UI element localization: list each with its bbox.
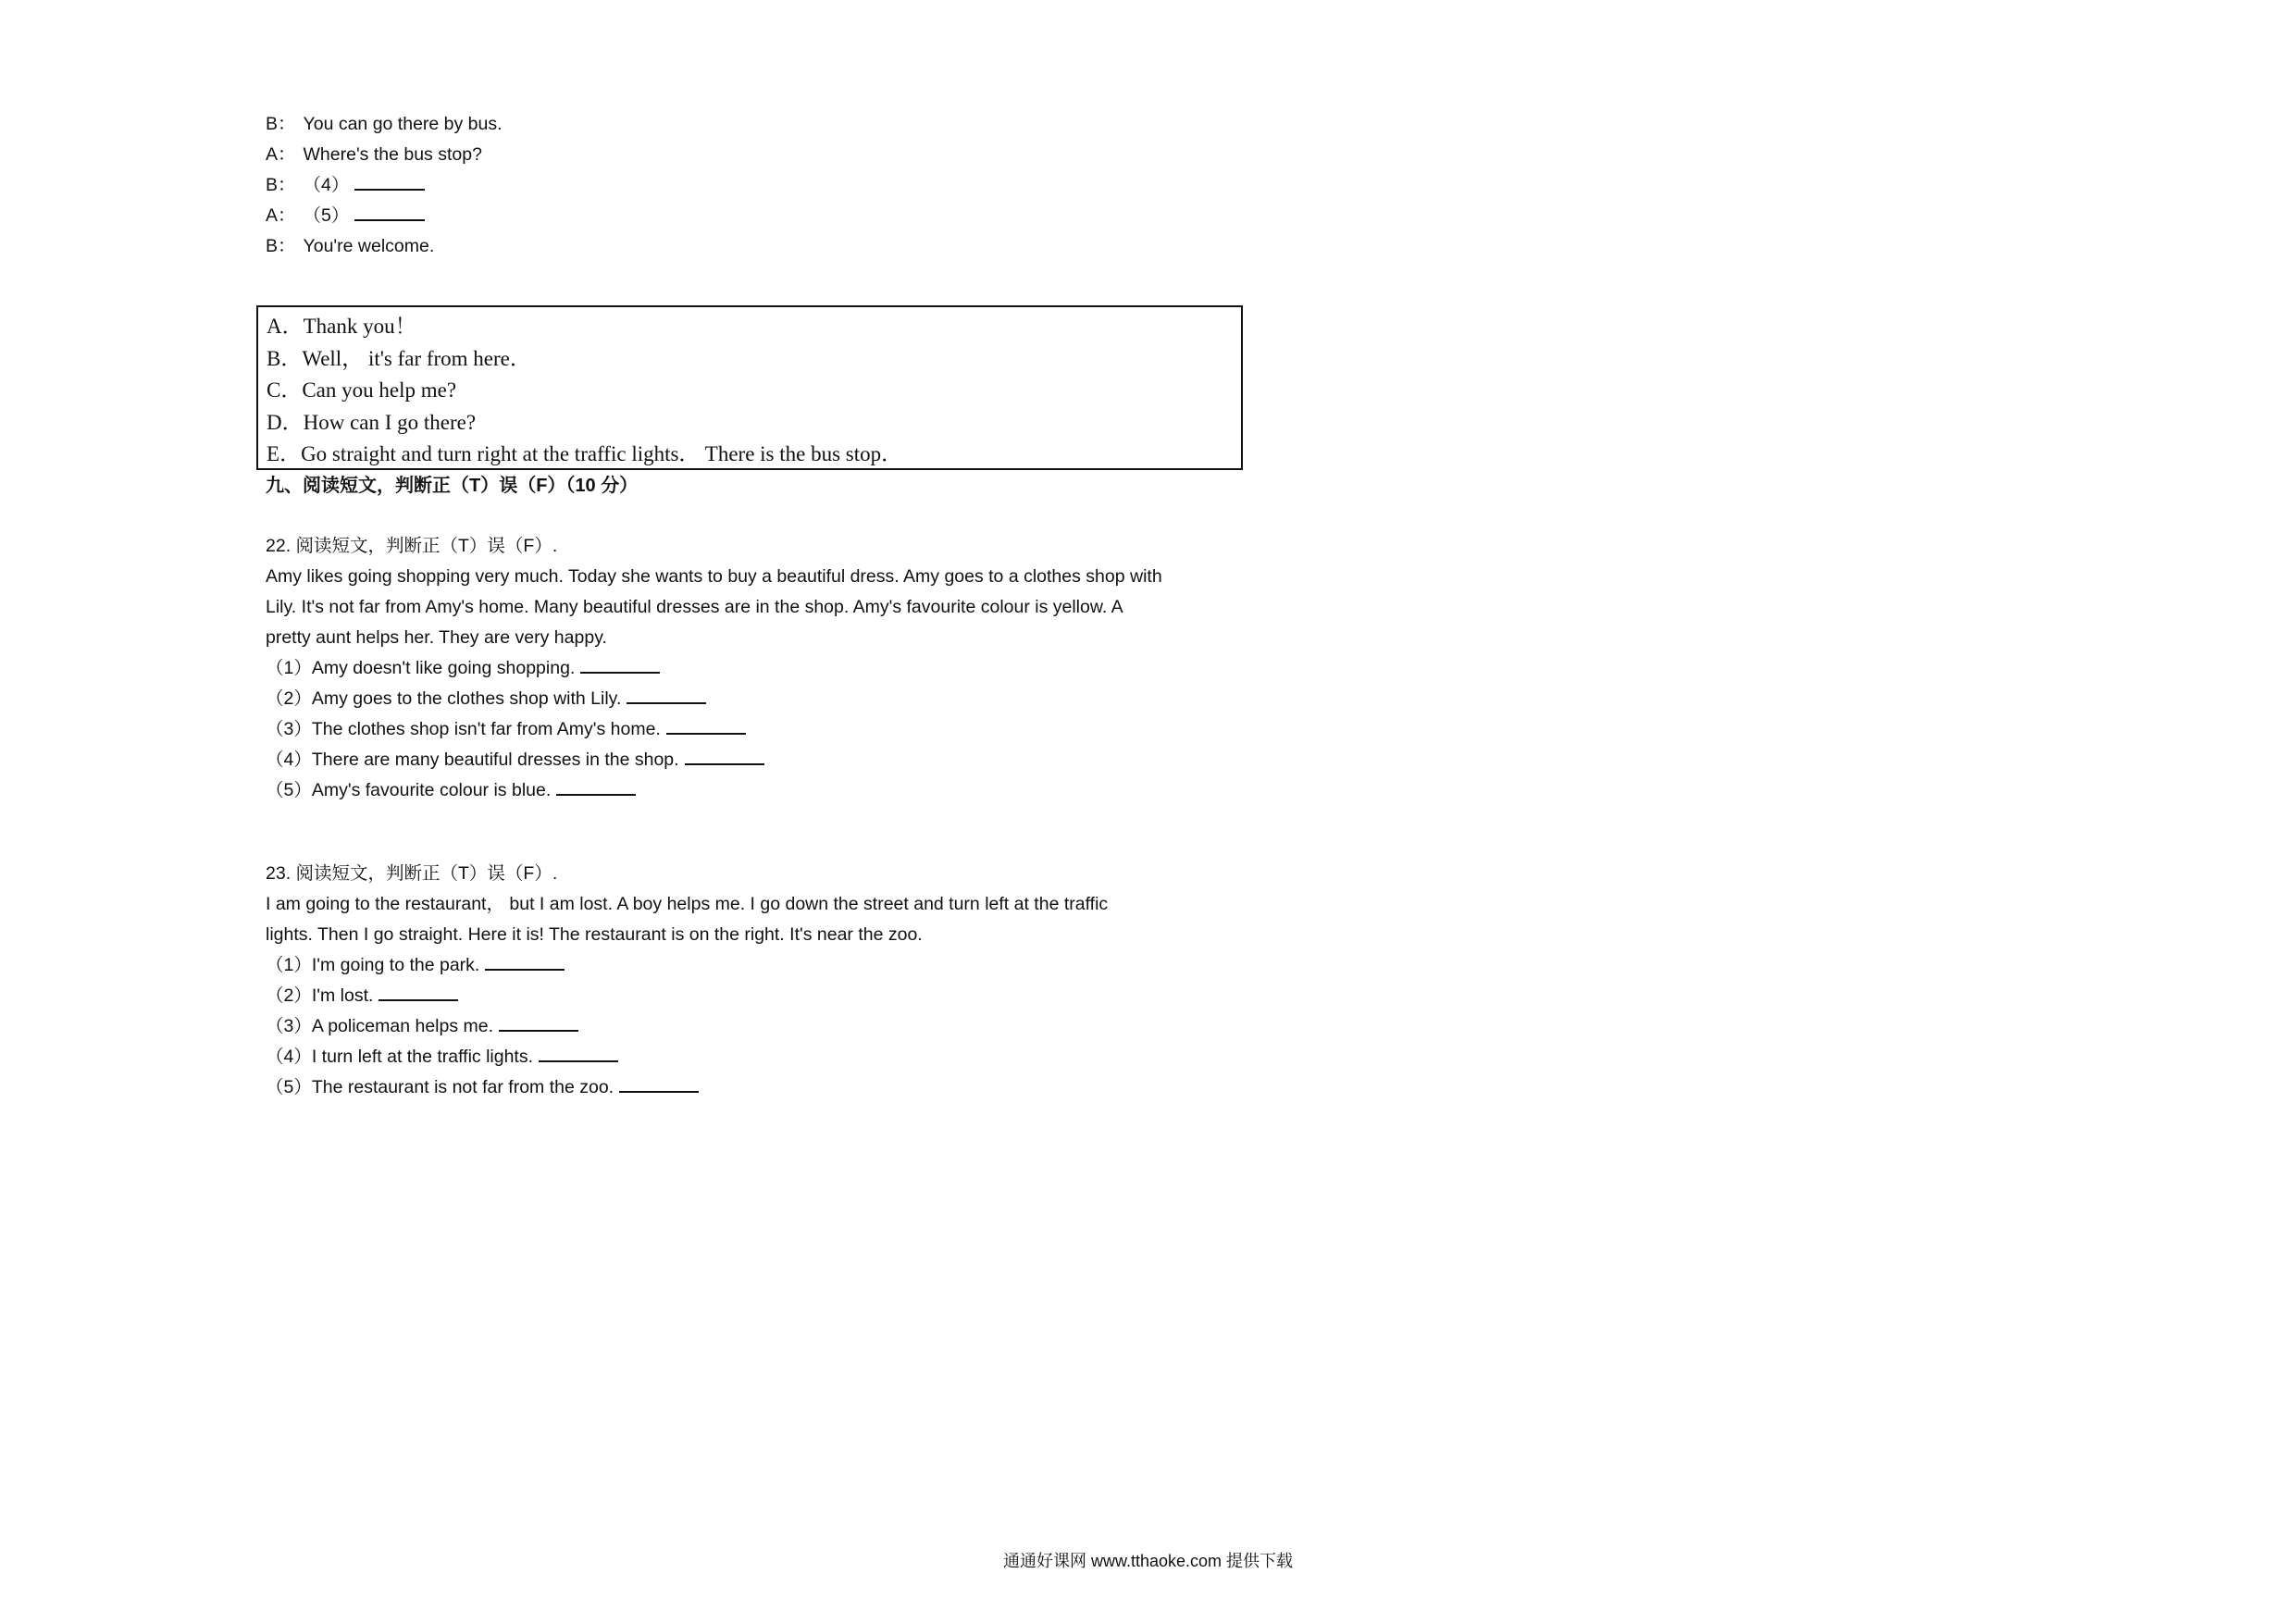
option-letter: C <box>267 378 281 402</box>
passage-line: lights. Then I go straight. Here it is! The restaurant is on the right. It's near the zoo. <box>266 924 923 945</box>
statement-item <box>266 714 1247 745</box>
passage-line: I am going to the restaurant， but I am lost. A boy helps me. I go down the street and turn left at the traffic <box>266 894 1109 914</box>
dialogue-text: （5） <box>303 205 350 226</box>
passage-line: Lily. It's not far from Amy's home. Many beautiful dresses are in the shop. Amy's favourite colour is yellow. A <box>266 597 1123 617</box>
dialogue-block <box>266 109 1247 262</box>
option-a <box>267 311 1233 343</box>
statement-item <box>266 1042 1247 1072</box>
answer-blank[interactable] <box>354 170 425 191</box>
option-text: ．Thank you！ <box>281 315 416 338</box>
answer-blank[interactable] <box>580 653 660 674</box>
statement-text: （5）The restaurant is not far from the zoo. <box>266 1077 614 1097</box>
option-letter: B <box>267 346 281 370</box>
statement-text: （1）Amy doesn't like going shopping. <box>266 658 576 678</box>
statement-item <box>266 950 1247 981</box>
statement-item <box>266 653 1247 684</box>
statement-item <box>266 775 1247 806</box>
dialogue-text: You can go there by bus. <box>303 114 503 134</box>
option-text: ．Can you help me? <box>280 378 457 402</box>
option-text: ．Go straight and turn right at the traffic lights． There is the bus stop． <box>279 442 903 465</box>
statement-item <box>266 684 1247 714</box>
speaker: A： <box>266 144 296 165</box>
option-letter: E <box>267 442 280 465</box>
dialogue-line <box>266 231 1247 262</box>
speaker: B： <box>266 236 296 256</box>
dialogue-line <box>266 170 1247 201</box>
speaker: A： <box>266 205 296 226</box>
answer-blank[interactable] <box>485 950 565 971</box>
option-d <box>267 407 1233 440</box>
dialogue-line <box>266 109 1247 140</box>
statement-item <box>266 745 1247 775</box>
speaker: B： <box>266 175 296 195</box>
dialogue-text: You're welcome. <box>303 236 435 256</box>
statement-text: （4）There are many beautiful dresses in the shop. <box>266 750 679 770</box>
option-b <box>267 343 1233 376</box>
statement-item <box>266 1011 1247 1042</box>
answer-blank[interactable] <box>685 745 764 765</box>
dialogue-line <box>266 140 1247 170</box>
answer-blank[interactable] <box>499 1011 578 1032</box>
statement-text: （1）I'm going to the park. <box>266 955 480 975</box>
statement-item <box>266 981 1247 1011</box>
option-letter: D <box>267 410 282 434</box>
option-letter: A <box>267 315 282 338</box>
question-title: 22. 阅读短文，判断正（T）误（F）. <box>266 536 558 556</box>
statement-item <box>266 1072 1247 1103</box>
statement-text: （5）Amy's favourite colour is blue. <box>266 780 552 800</box>
speaker: B： <box>266 114 296 134</box>
option-e <box>267 439 1233 471</box>
answer-blank[interactable] <box>556 775 636 796</box>
dialogue-text: （4） <box>303 175 350 195</box>
answer-blank[interactable] <box>354 201 425 221</box>
option-text: ．How can I go there? <box>281 410 477 434</box>
passage-line: Amy likes going shopping very much. Today she wants to buy a beautiful dress. Amy goes to a clothes shop with <box>266 566 1162 587</box>
question-23 <box>266 859 1247 1103</box>
answer-blank[interactable] <box>619 1072 699 1093</box>
option-c <box>267 375 1233 407</box>
answer-blank[interactable] <box>627 684 706 704</box>
passage-line: pretty aunt helps her. They are very happy. <box>266 627 607 648</box>
option-text: ．Well， it's far from here． <box>280 346 531 370</box>
answer-blank[interactable] <box>379 981 458 1001</box>
section-heading: 九、阅读短文，判断正（T）误（F）（10 分） <box>266 476 639 496</box>
options-box <box>256 305 1243 470</box>
question-22 <box>266 531 1247 806</box>
dialogue-line <box>266 201 1247 231</box>
statement-text: （3）A policeman helps me. <box>266 1016 494 1036</box>
statement-text: （2）I'm lost. <box>266 985 374 1006</box>
dialogue-text: Where's the bus stop? <box>303 144 482 165</box>
statement-text: （2）Amy goes to the clothes shop with Lily. <box>266 688 622 709</box>
question-title: 23. 阅读短文，判断正（T）误（F）. <box>266 863 558 884</box>
statement-text: （3）The clothes shop isn't far from Amy's home. <box>266 719 661 739</box>
answer-blank[interactable] <box>539 1042 618 1062</box>
page-footer: 通通好课网 www.tthaoke.com 提供下载 <box>1002 1552 1294 1570</box>
answer-blank[interactable] <box>666 714 746 735</box>
statement-text: （4）I turn left at the traffic lights. <box>266 1047 534 1067</box>
